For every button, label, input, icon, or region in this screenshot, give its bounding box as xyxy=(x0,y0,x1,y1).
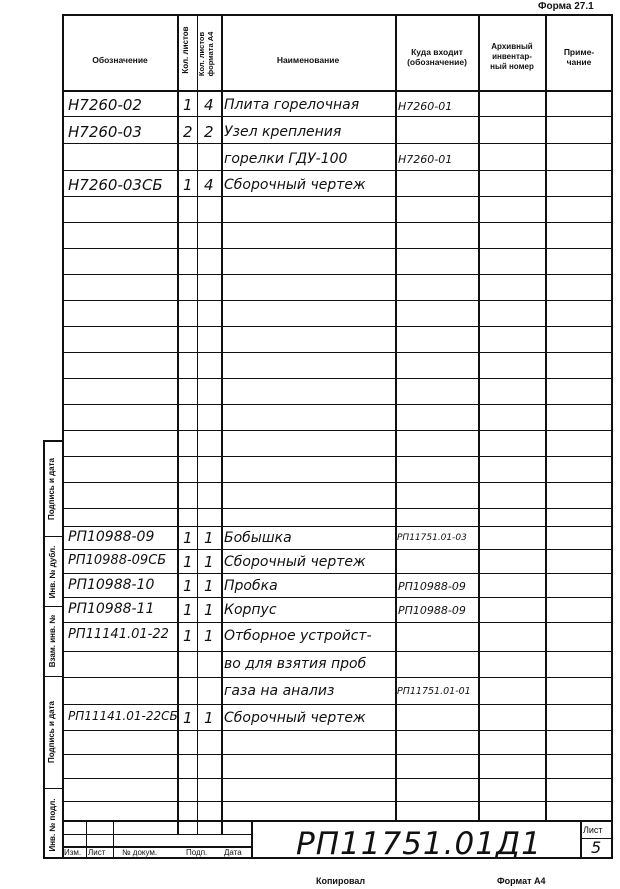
side-sign-date-2: Подпись и дата xyxy=(47,701,56,763)
tb-sheet-num: 5 xyxy=(591,838,602,857)
side-sign-date-1: Подпись и дата xyxy=(47,458,56,520)
document-code: РП11751.01Д1 xyxy=(296,826,542,862)
header-applies-to: Куда входит (обозначение) xyxy=(407,47,467,67)
tb-podp: Подп. xyxy=(186,848,208,857)
header-sheets-count: Кол. листов xyxy=(181,26,190,74)
tb-izm: Изм. xyxy=(64,848,82,857)
side-inv-orig: Инв. № подл. xyxy=(48,798,57,852)
header-designation: Обозначение xyxy=(92,55,148,65)
tb-data: Дата xyxy=(224,848,242,857)
side-vzam-inv: Взам. инв. № xyxy=(48,614,57,668)
tb-doc-num: № докум. xyxy=(122,848,158,857)
tb-sheet-label: Лист xyxy=(583,825,603,835)
footer-format: Формат А4 xyxy=(497,876,546,886)
form-label: Форма 27.1 xyxy=(538,1,594,12)
header-notes: Приме- чание xyxy=(563,47,595,67)
header-archive: Архивный инвентар- ный номер xyxy=(490,42,534,71)
header-name: Наименование xyxy=(276,55,340,65)
footer-copied: Копировал xyxy=(316,876,366,886)
side-inv-dubl: Инв. № дубл. xyxy=(48,545,57,599)
document-frame xyxy=(62,14,613,859)
header-sheets-a4: Кол. листов формата А4 xyxy=(197,31,215,77)
tb-list: Лист xyxy=(88,848,106,857)
